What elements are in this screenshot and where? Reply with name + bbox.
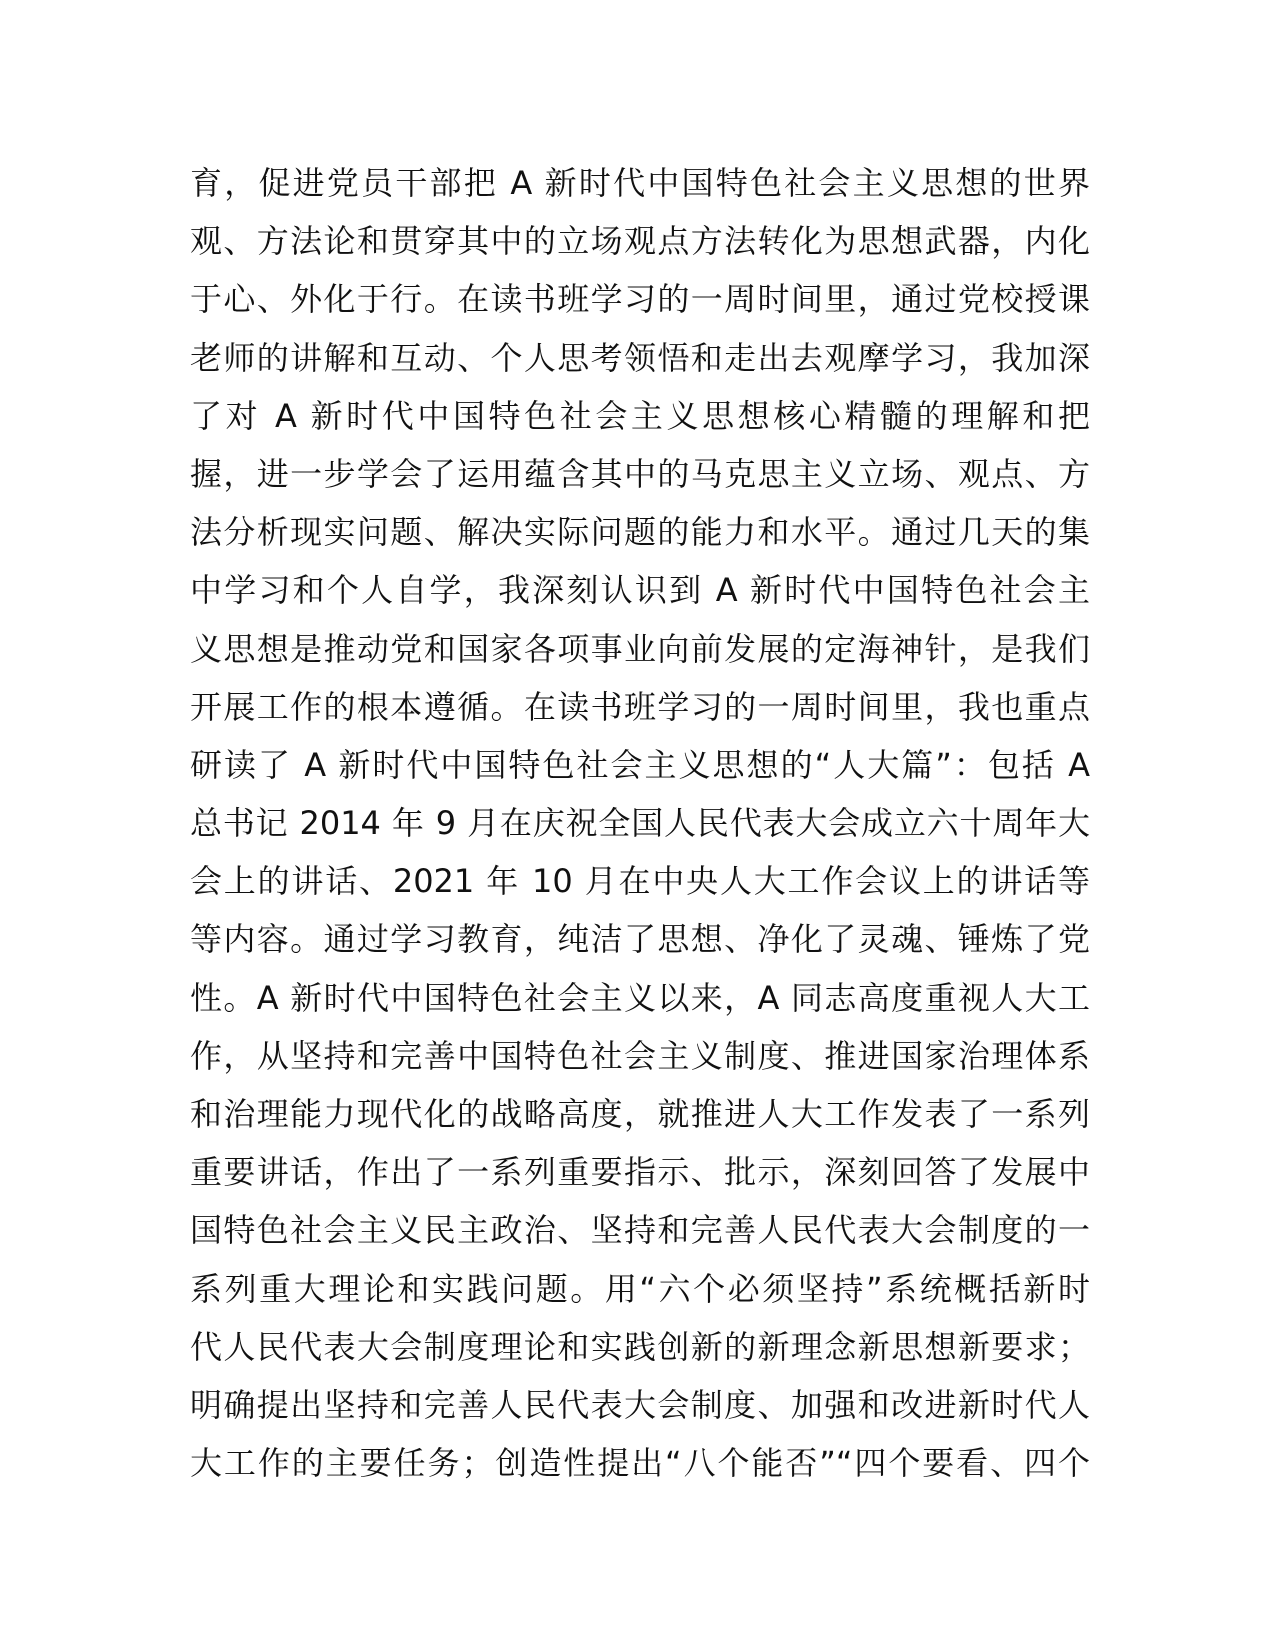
text-line: 明确提出坚持和完善人民代表大会制度、加强和改进新时代人 [190,1385,1090,1424]
text-line: 重要讲话，作出了一系列重要指示、批示，深刻回答了发展中 [190,1153,1090,1192]
text-line: 研读了 A 新时代中国特色社会主义思想的“人大篇”：包括 A [190,745,1090,784]
text-line: 会上的讲话、2021 年 10 月在中央人大工作会议上的讲话等 [190,862,1090,901]
text-line: 国特色社会主义民主政治、坚持和完善人民代表大会制度的一 [190,1211,1090,1250]
body-text [190,154,1090,1492]
text-line: 等内容。通过学习教育，纯洁了思想、净化了灵魂、锤炼了党 [190,920,1090,959]
text-line: 中学习和个人自学，我深刻认识到 A 新时代中国特色社会主 [190,571,1090,610]
text-line: 了对 A 新时代中国特色社会主义思想核心精髓的理解和把 [190,396,1090,435]
text-line: 和治理能力现代化的战略高度，就推进人大工作发表了一系列 [190,1095,1090,1133]
text-line: 代人民代表大会制度理论和实践创新的新理念新思想新要求； [190,1327,1090,1366]
text-line: 总书记 2014 年 9 月在庆祝全国人民代表大会成立六十周年大 [190,804,1090,843]
text-line: 作，从坚持和完善中国特色社会主义制度、推进国家治理体系 [190,1036,1090,1075]
text-line: 握，进一步学会了运用蕴含其中的马克思主义立场、观点、方 [190,454,1090,493]
text-line: 于心、外化于行。在读书班学习的一周时间里，通过党校授课 [190,280,1090,319]
text-line: 系列重大理论和实践问题。用“六个必须坚持”系统概括新时 [190,1269,1090,1308]
text-line: 开展工作的根本遵循。在读书班学习的一周时间里，我也重点 [190,687,1090,726]
text-line: 观、方法论和贯穿其中的立场观点方法转化为思想武器，内化 [190,222,1090,261]
text-line: 育，促进党员干部把 A 新时代中国特色社会主义思想的世界 [190,164,1090,202]
text-line: 老师的讲解和互动、个人思考领悟和走出去观摩学习，我加深 [190,338,1090,377]
text-line: 性。A 新时代中国特色社会主义以来，A 同志高度重视人大工 [190,978,1090,1017]
text-line: 法分析现实问题、解决实际问题的能力和水平。通过几天的集 [190,513,1090,552]
text-line: 大工作的主要任务；创造性提出“八个能否”“四个要看、四个 [190,1444,1090,1483]
text-line: 义思想是推动党和国家各项事业向前发展的定海神针，是我们 [190,629,1090,668]
